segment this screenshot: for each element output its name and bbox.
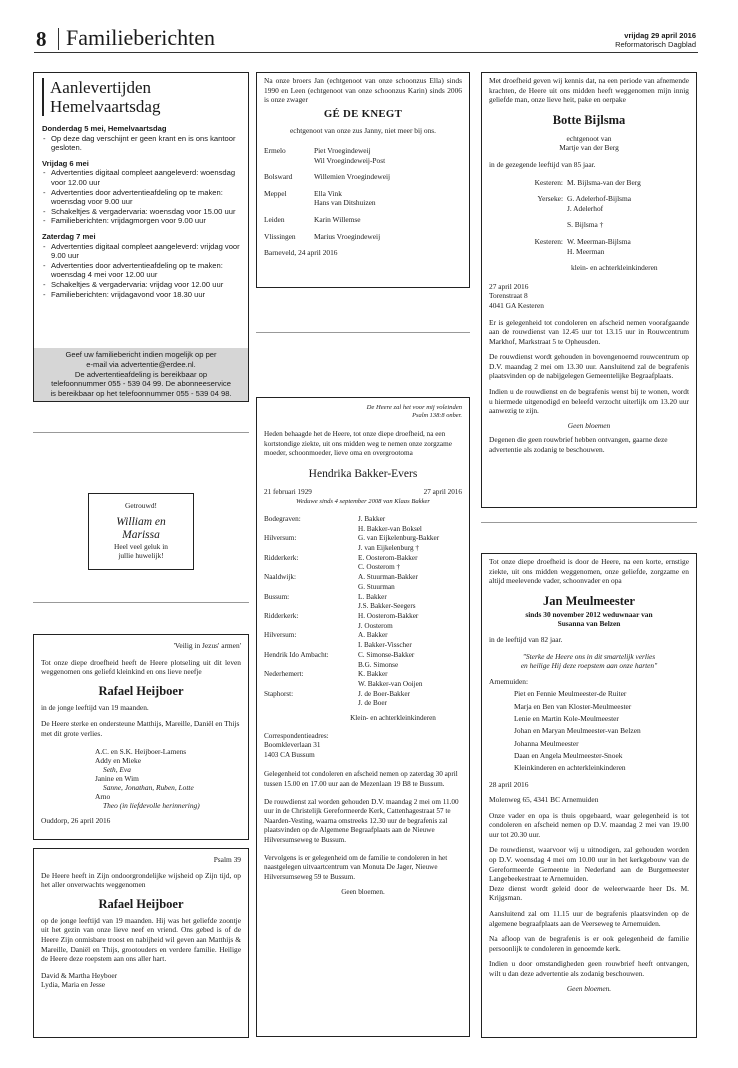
intro-text: Tot onze diepe droefheid heeft de Heere plotseling uit dit leven weggenomen ons geliefd kleinkind en ons lieve neefje xyxy=(41,657,241,677)
wedding-names: William en xyxy=(116,516,166,528)
list-item: - Advertenties digitaal compleet aangeleverd: woensdag voor 12.00 uur xyxy=(42,168,244,187)
footer-line: telefoonnummer 055 - 539 04 99. De abonneeservice xyxy=(51,379,231,389)
footer-line: e-mail via advertentie@erdee.nl. xyxy=(86,359,196,369)
names: G. Adelerhof-Bijlsma J. Adelerhof xyxy=(567,194,632,213)
deadlines-footer xyxy=(34,348,248,401)
place: Staphorst: xyxy=(264,689,294,698)
intro-text: Tot onze diepe droefheid is door de Heere, na een korte, ernstige ziekte, uit ons midden weggenomen, onze geliefde, zorgzame en altijd meelevende vader, schoonvader en opa xyxy=(489,557,689,586)
place: Hilversum: xyxy=(264,631,297,640)
signer: Arno xyxy=(95,791,111,801)
place: Vlissingen xyxy=(264,231,296,241)
place: Hendrik Ido Ambacht: xyxy=(264,650,329,659)
names: H. Oosterom-Bakker J. Oosterom xyxy=(358,612,419,630)
day2-heading: Vrijdag 6 mei xyxy=(42,158,89,168)
family-list xyxy=(514,688,689,774)
names: Willemien Vroegindeweij xyxy=(314,172,391,182)
widow-note: Weduwe sinds 4 september 2008 van Klaas Bakker xyxy=(296,498,430,506)
service-text: De rouwdienst, waarvoor wij u uitnodigen, zal gehouden worden op D.V. woensdag 4 mei om 10.00 uur in het kerkgebouw van de Gereformeerde Gemeente in Nederland aan de Burgemeester Langebeekestraat te Arnemuiden. Deze dienst wordt geleid door de weleerwaarde heer Ds. M. Krijgsman. xyxy=(489,845,689,903)
grandchildren: klein- en achterkleinkinderen xyxy=(571,263,658,273)
signer: Sanne, Jonathan, Ruben, Lotte xyxy=(103,782,194,792)
obituary-bakker-evers xyxy=(256,397,470,1037)
names: J. Bakker H. Bakker-van Boksel xyxy=(358,514,422,533)
footer-place-date: Ouddorp, 26 april 2016 xyxy=(41,815,111,825)
names: J. de Boer-Bakker J. de Boer xyxy=(358,689,410,708)
names: G. van Eijkelenburg-Bakker J. van Eijkelenburg † xyxy=(358,534,440,553)
place: Leiden xyxy=(264,214,285,224)
place: Naaldwijk: xyxy=(264,573,296,582)
day3-heading: Zaterdag 7 mei xyxy=(42,231,96,241)
column-rule xyxy=(256,332,470,333)
signer: A.C. en S.K. Heijboer-Lamens xyxy=(95,746,187,756)
subtitle: echtgenoot van onze zus Janny, niet meer bij ons. xyxy=(289,126,437,136)
quote: 'Veilig in Jezus' armen' xyxy=(173,641,241,650)
day1-list xyxy=(42,134,244,153)
afterward-text: Na afloop van de begrafenis is er ook gelegenheid de familie persoonlijk te condoleren in genoemde kerk. xyxy=(489,934,689,953)
date: 27 april 2016 xyxy=(489,281,529,291)
names: E. Oosterom-Bakker C. Oosterom † xyxy=(358,553,418,572)
list-item: - Advertenties digitaal compleet aangeleverd: vrijdag voor 9.00 uur xyxy=(42,242,244,261)
verse: De Heere zal het voor mij voleinden xyxy=(366,404,462,411)
wedding-names: Marissa xyxy=(122,529,160,541)
day3-list xyxy=(42,242,244,300)
death-date: 27 april 2016 xyxy=(423,487,462,496)
body-text: op de jonge leeftijd van 19 maanden. Hij was het geliefde zoontje uit het gezin van onze lieve neef en vriend. Ons gebed is of de Heere Zijn onmisbare troost en nabijheid wil geven aan Matthijs & Mareille, Daniël en Thijs, grootouders en verdere familie. Heilige de Heere deze roepstem aan ons aller hart. xyxy=(41,915,241,964)
condolence-text: Er is gelegenheid tot condoleren en afscheid nemen voorafgaande aan de rouwdienst van 12.45 uur tot 13.15 uur in Rouwcentrum Markhof, Markstraat 5 te Opheusden. xyxy=(489,317,689,346)
invitation-text: Indien u de rouwdienst en de begrafenis wenst bij te wonen, wordt u hiermede uitgenodigd en beleefd verzocht uiterlijk om 13.20 uur aanwezig te zijn. xyxy=(489,387,689,416)
age-text: in de gezegende leeftijd van 85 jaar. xyxy=(489,159,596,169)
age-text: in de leeftijd van 82 jaar. xyxy=(489,634,563,644)
notice-text: Indien u door omstandigheden geen rouwbrief heeft ontvangen, wilt u dan deze advertentie als zodanig beschouwen. xyxy=(489,959,689,978)
spouse-name: Susanna van Belzen xyxy=(557,619,621,629)
deceased-name: Hendrika Bakker-Evers xyxy=(308,467,418,480)
names: Karin Willemse xyxy=(314,214,361,224)
place: Bolsward xyxy=(264,172,293,182)
signer: Addy en Mieke xyxy=(95,755,141,765)
spouse-name: Martje van der Berg xyxy=(559,143,619,153)
place xyxy=(489,220,567,230)
place: Ridderkerk: xyxy=(264,612,299,620)
wedding-wish: jullie huwelijk! xyxy=(118,551,164,560)
family-table xyxy=(264,515,462,709)
intro-text: Heden behaagde het de Heere, tot onze diepe droefheid, na een kortstondige ziekte, uit ons midden weg te nemen onze zorgzame moeder, schoonmoeder, lieve oma en overgrootoma xyxy=(264,430,452,458)
widower-note: sinds 30 november 2012 weduwnaar van xyxy=(525,609,653,619)
header-paper: Reformatorisch Dagblad xyxy=(615,40,696,49)
place: Bodegraven: xyxy=(264,514,301,523)
burial-text: Aansluitend zal om 11.15 uur de begrafenis plaatsvinden op de algemene begraafplaats aan de Veerseweg te Arnemuiden. xyxy=(489,908,689,928)
place: Nederhemert: xyxy=(264,670,304,679)
list-item: - Op deze dag verschijnt er geen krant en is ons kantoor gesloten. xyxy=(42,134,244,153)
wedding-wish: Heel veel geluk in xyxy=(114,542,168,551)
place: Bussum: xyxy=(264,592,290,601)
deadlines-body xyxy=(42,124,244,299)
intro-text: Na onze broers Jan (echtgenoot van onze schoonzus Ella) sinds 1990 en Leen (echtgenoot van onze schoonzus Karin) sinds 2006 is onze zwager xyxy=(264,76,462,105)
place: Meppel xyxy=(264,188,287,198)
names: A. Stuurman-Bakker G. Stuurman xyxy=(358,573,418,591)
place: Arnemuiden: xyxy=(489,676,528,686)
family-member: Piet en Fennie Meulmeester-de Ruiter xyxy=(514,689,627,699)
age-text: in de jonge leeftijd van 19 maanden. xyxy=(41,702,149,712)
service-text: De rouwdienst zal worden gehouden D.V. maandag 2 mei om 11.00 uur in de Christelijk Gereformeerde Kerk, Cattenhagestraat 57 te Naarden-Vesting, waarna omstreeks 12.30 uur de begrafenis zal plaatsvinden op de Algemene Begraafplaats aan de Nieuwe Hilversumseweg te Bussum. xyxy=(264,797,459,844)
deceased-name: GÉ DE KNEGT xyxy=(323,107,403,120)
column-rule xyxy=(33,432,249,433)
list-item: - Advertenties door advertentieafdeling op te maken: woensdag 4 mei voor 12.00 uur xyxy=(42,261,244,280)
address-street: Boomkleverlaan 31 xyxy=(264,741,321,750)
signer: Lydia, Maria en Jesse xyxy=(41,980,106,990)
place: Ridderkerk: xyxy=(264,553,299,562)
signers xyxy=(95,747,241,810)
header-date: vrijdag 29 april 2016 xyxy=(624,31,696,40)
day1-heading: Donderdag 5 mei, Hemelvaartsdag xyxy=(42,124,167,133)
names: W. Meerman-Bijlsma H. Meerman xyxy=(567,236,631,256)
list-item: - Advertenties door advertentieafdeling op te maken: woensdag voor 9.00 uur xyxy=(42,188,244,207)
family-member: Lenie en Martin Kole-Meulmeester xyxy=(514,713,619,723)
list-item: - Schakeltjes & vergadervaria: vrijdag voor 12.00 uur xyxy=(42,280,244,290)
family-member: Marja en Ben van Kloster-Meulmeester xyxy=(514,701,632,711)
page-number: 8 xyxy=(36,27,47,51)
street: Torenstraat 8 xyxy=(489,291,528,301)
address-label: Correspondentieadres: xyxy=(264,731,329,740)
header-rule xyxy=(34,52,698,53)
grandchildren: Klein- en achterkleinkinderen xyxy=(350,714,436,723)
deadlines-notice xyxy=(33,72,249,402)
no-flowers: Geen bloemen. xyxy=(566,983,612,993)
names: K. Bakker W. Bakker-van Ooijen xyxy=(358,670,423,688)
signer: Janine en Wim xyxy=(95,773,139,783)
section-title: Familieberichten xyxy=(66,25,216,50)
obituary-bijlsma xyxy=(481,72,697,508)
support-text: De Heere sterke en ondersteune Matthijs, Mareille, Daniël en Thijs met dit grote verlies. xyxy=(41,719,240,738)
family-member: Johanna Meulmeester xyxy=(514,738,579,748)
no-flowers: Geen bloemen. xyxy=(341,888,385,897)
city: 4041 GA Kesteren xyxy=(489,300,545,310)
day2-list xyxy=(42,168,244,226)
date: 28 april 2016 xyxy=(489,780,529,790)
deceased-name: Rafael Heijboer xyxy=(98,683,184,698)
deadlines-subtitle: Hemelvaartsdag xyxy=(50,97,161,116)
family-member: Kleinkinderen en achterkleinkinderen xyxy=(514,763,626,773)
address-city: 1403 CA Bussum xyxy=(264,750,315,759)
column-rule xyxy=(33,602,249,603)
list-item: - Familieberichten: vrijdagavond voor 18.30 uur xyxy=(42,290,244,300)
signer: David & Martha Heyboer xyxy=(41,970,118,980)
names: S. Bijlsma † xyxy=(567,220,604,230)
deceased-name: Jan Meulmeester xyxy=(543,593,635,608)
wedding-label: Getrouwd! xyxy=(124,501,158,510)
footer-line: is bereikbaar op het telefoonnummer 055 - 539 04 98. xyxy=(50,389,232,399)
obituary-meulmeester xyxy=(481,553,697,1038)
deadlines-title-bar xyxy=(42,78,244,116)
names: Marius Vroegindeweij xyxy=(314,231,381,241)
birth-date: 21 februari 1929 xyxy=(264,487,312,496)
no-flowers: Geen bloemen xyxy=(567,420,611,430)
condolence-text: Onze vader en opa is thuis opgebaard, waar gelegenheid is tot condoleren en afscheid nemen op D.V. maandag 2 mei van 19.00 uur tot 20.30 uur. xyxy=(489,810,689,839)
header-divider xyxy=(58,28,59,50)
signer: Seth, Eva xyxy=(103,764,131,774)
obituary-de-knegt xyxy=(256,72,470,288)
list-item: - Schakeltjes & vergadervaria: woensdag voor 15.00 uur xyxy=(42,207,244,217)
footer-place-date: Barneveld, 24 april 2016 xyxy=(264,248,338,258)
place: Yerseke: xyxy=(537,194,563,204)
place: Hilversum: xyxy=(264,534,297,543)
names: Ella Vink Hans van Ditshuizen xyxy=(314,188,376,208)
place: Kesteren: xyxy=(534,177,563,187)
family-table xyxy=(489,178,689,257)
spouse-label: echtgenoot van xyxy=(566,133,612,143)
family-member: Daan en Angela Meulmeester-Snoek xyxy=(514,750,623,760)
list-item: - Familieberichten: vrijdagmorgen voor 9.00 uur xyxy=(42,216,244,226)
psalm-ref: Psalm 39 xyxy=(213,855,241,864)
header-info xyxy=(615,31,696,49)
intro-text: Met droefheid geven wij kennis dat, na een periode van afnemende krachten, de Heere uit ons midden heeft weggenomen mijn innig geliefde man, onze lieve heit, pake en oerpake xyxy=(489,76,689,105)
column-rule xyxy=(481,522,697,523)
verse-ref: Psalm 138:8 onber. xyxy=(412,412,462,419)
notice-text: Degenen die geen rouwbrief hebben ontvangen, gaarne deze advertentie als zodanig te beschouwen. xyxy=(489,435,668,455)
footer-line: Geef uw familiebericht indien mogelijk op per xyxy=(65,350,217,360)
obituary-heijboer-family xyxy=(33,634,249,840)
place: Kesteren: xyxy=(534,236,563,246)
family-member: Johan en Maryan Meulmeester-van Belzen xyxy=(514,726,641,736)
intro-text: De Heere heeft in Zijn ondoorgrondelijke wijsheid op Zijn tijd, op het aller onverwachts weggenomen xyxy=(41,870,241,890)
wedding-notice xyxy=(88,493,194,570)
names: C. Simonse-Bakker B.G. Simonse xyxy=(358,650,415,669)
deadlines-title: Aanlevertijden xyxy=(50,78,152,97)
deceased-name: Botte Bijlsma xyxy=(552,112,626,127)
dates-row xyxy=(264,488,462,498)
address: Molenweg 65, 4341 BC Arnemuiden xyxy=(489,795,599,805)
family-table xyxy=(264,146,462,241)
place: Ermelo xyxy=(264,145,286,155)
signer: Theo (in liefdevolle herinnering) xyxy=(103,800,200,810)
followup-text: Vervolgens is er gelegenheid om de familie te condoleren in het naastgelegen uitvaartcentrum van Monuta De Jager, Nieuwe Hilversumseweg 59 te Bussum. xyxy=(264,853,448,881)
names: L. Bakker J.S. Bakker-Seegers xyxy=(358,592,416,611)
footer-line: De advertentieafdeling is bereikbaar op xyxy=(74,369,208,379)
obituary-heijboer-friends xyxy=(33,848,249,1038)
names: Piet Vroegindeweij Wil Vroegindeweij-Post xyxy=(314,145,386,165)
service-text: De rouwdienst wordt gehouden in bovengenoemd rouwcentrum op D.V. maandag 2 mei om 13.30 uur. Aansluitend zal de begrafenis plaatsvinden op de nabijgelegen Gemeentelijke Begraafplaats. xyxy=(489,352,689,381)
names: M. Bijlsma-van der Berg xyxy=(567,177,641,187)
names: A. Bakker I. Bakker-Visscher xyxy=(358,631,412,650)
deceased-name: Rafael Heijboer xyxy=(98,896,184,911)
quote: en heilige Hij deze roepstem aan onze harten" xyxy=(520,661,658,671)
condolence-text: Gelegenheid tot condoleren en afscheid nemen op zaterdag 30 april tussen 15.00 en 17.00 uur aan de Mezenlaan 19 B8 te Bussum. xyxy=(264,770,458,788)
quote: "Sterke de Heere ons in dit smartelijk verlies xyxy=(522,651,656,661)
